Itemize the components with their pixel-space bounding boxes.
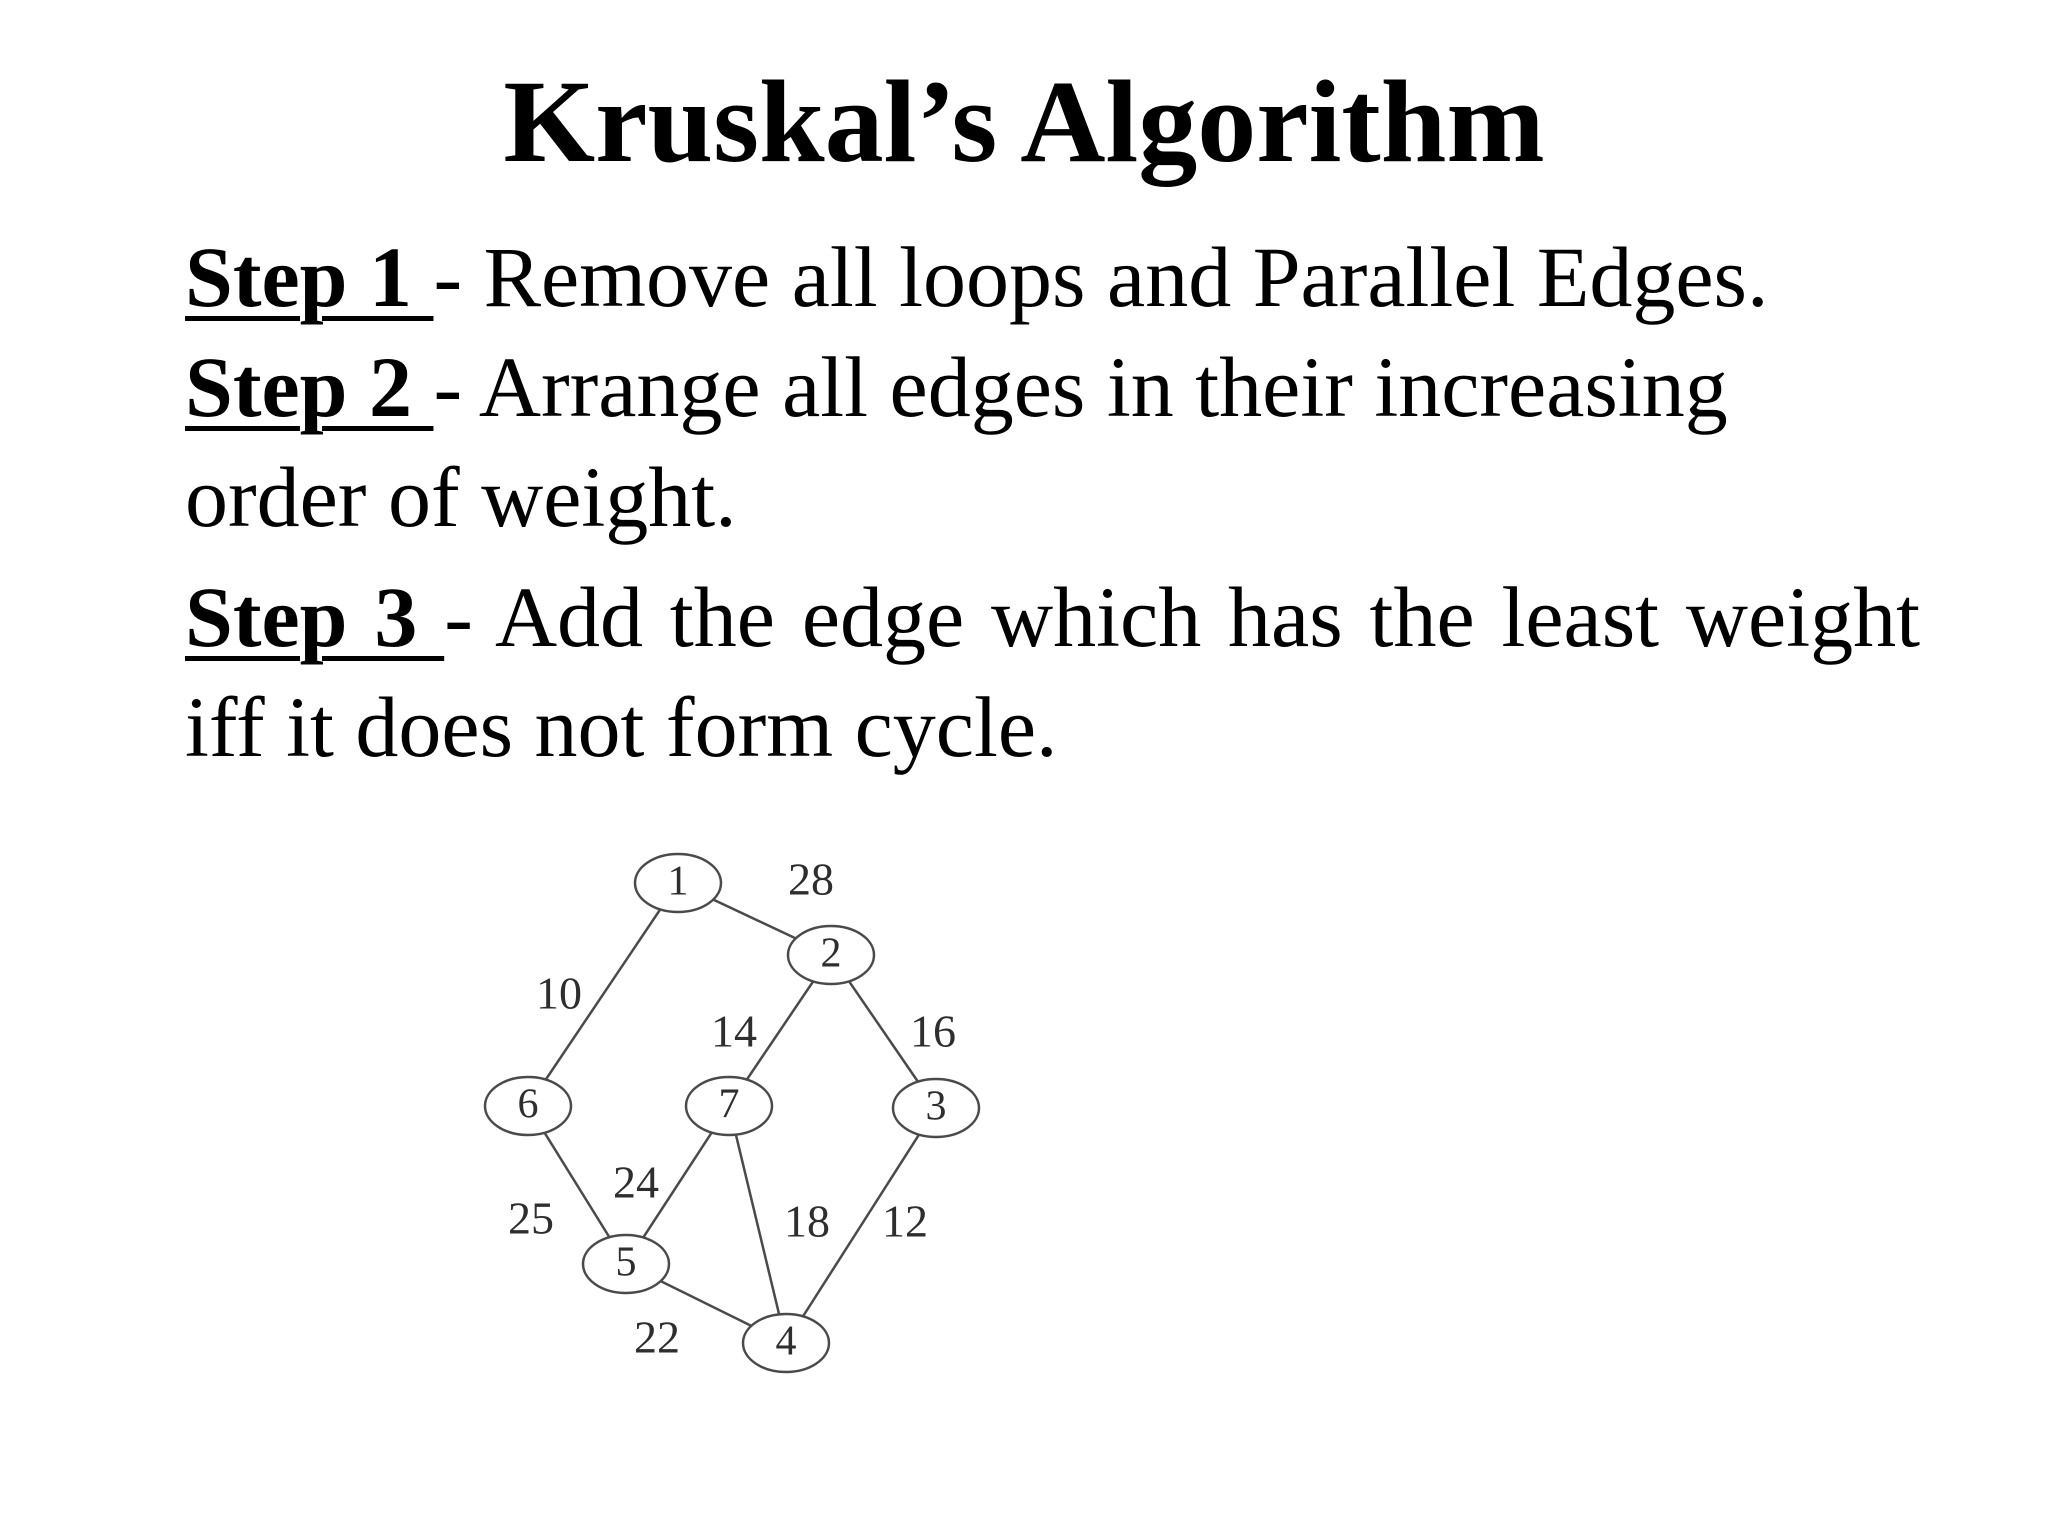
step-2-label: Step 2 xyxy=(185,339,434,435)
node-label-3: 3 xyxy=(925,1083,947,1130)
node-2 xyxy=(788,926,874,984)
node-3 xyxy=(893,1079,979,1137)
node-7 xyxy=(686,1077,772,1135)
node-5 xyxy=(583,1235,669,1293)
slide-title: Kruskal’s Algorithm xyxy=(503,56,1545,187)
node-6 xyxy=(485,1077,571,1135)
edge-weight-7-5: 24 xyxy=(613,1156,659,1208)
node-4 xyxy=(743,1314,829,1372)
edge-weight-1-6: 10 xyxy=(536,967,582,1019)
node-label-6: 6 xyxy=(517,1081,539,1128)
edge-weight-2-7: 14 xyxy=(711,1005,757,1057)
edge-weight-3-4: 12 xyxy=(882,1195,928,1247)
step-3-label: Step 3 xyxy=(185,569,445,665)
edge-weight-5-4: 22 xyxy=(634,1311,680,1363)
edge-weight-7-4: 18 xyxy=(784,1195,830,1247)
node-label-7: 7 xyxy=(718,1081,740,1128)
node-label-2: 2 xyxy=(820,930,842,977)
edge-weight-1-2: 28 xyxy=(788,853,834,905)
step-1-text: - Remove all loops and Parallel Edges. xyxy=(433,229,1769,325)
node-label-5: 5 xyxy=(615,1239,637,1286)
node-1 xyxy=(635,854,721,912)
node-label-1: 1 xyxy=(667,858,689,905)
edge-weight-2-3: 16 xyxy=(910,1005,956,1057)
step-2-text: - Arrange all edges in their increasing order of weight. xyxy=(185,339,1728,545)
edge-weight-6-5: 25 xyxy=(508,1192,554,1244)
node-label-4: 4 xyxy=(775,1318,797,1365)
step-3-text: - Add the edge which has the least weight iff it does not form cycle. xyxy=(185,569,1920,775)
edge-7-4 xyxy=(729,1106,786,1343)
step-1-label: Step 1 xyxy=(185,229,434,325)
